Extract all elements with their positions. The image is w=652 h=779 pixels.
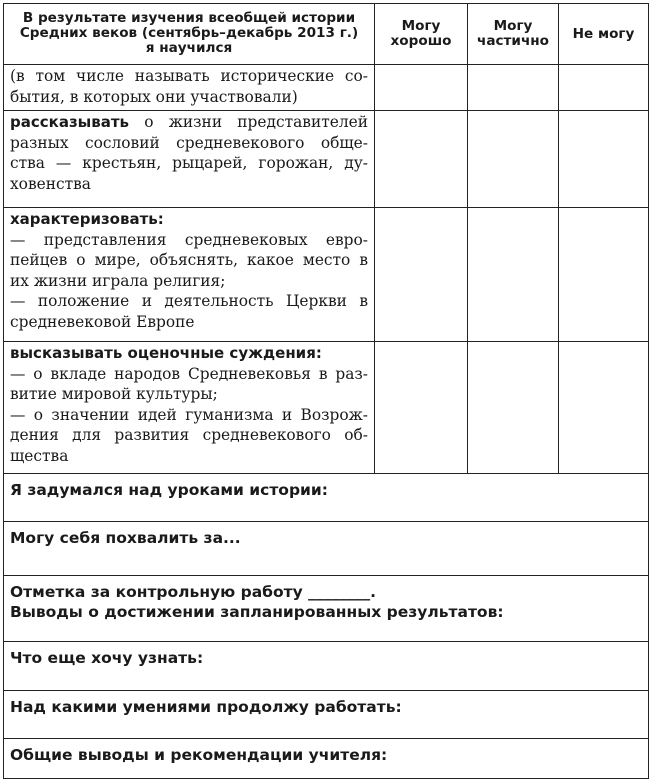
skill-line: разных сословий средневекового обще-	[10, 133, 368, 152]
reflection-field[interactable]	[4, 522, 649, 576]
header-can-partially-line-2: частично	[476, 33, 550, 49]
header-learned-line-1: В результате изучения всеобщей истории	[22, 10, 356, 26]
reflection-prompt: Общие выводы и рекомендации учителя:	[10, 746, 388, 764]
skill-verb: характеризовать:	[10, 210, 164, 228]
header-can-partially	[468, 4, 559, 65]
reflection-prompt: Я задумался над уроками истории:	[10, 481, 328, 499]
mark-cell-partially[interactable]	[468, 111, 559, 208]
skill-line: щества	[10, 446, 69, 465]
header-can-well-line-1: Могу	[401, 18, 441, 34]
mark-cell-cannot[interactable]	[559, 342, 649, 474]
skill-verb: высказывать оценочные суждения:	[10, 344, 322, 362]
skill-line: — о вкладе народов Средневековья в раз-	[10, 364, 368, 383]
mark-cell-cannot[interactable]	[559, 208, 649, 342]
reflection-prompt: Отметка за контрольную работу ________.	[10, 583, 376, 601]
skill-line: их жизни играла религия;	[10, 271, 226, 290]
reflection-field[interactable]	[4, 691, 649, 739]
header-learned-line-2: Средних веков (сентябрь–декабрь 2013 г.)	[19, 25, 359, 41]
skill-line: ства — крестьян, рыцарей, горожан, ду-	[10, 154, 368, 172]
reflection-row	[4, 522, 649, 576]
reflection-row	[4, 576, 649, 642]
reflection-field[interactable]	[4, 576, 649, 642]
header-learned	[4, 4, 375, 65]
skill-line: пейцев о мире, объяснять, какое место в	[10, 251, 368, 269]
reflection-row	[4, 739, 649, 779]
reflection-field[interactable]	[4, 474, 649, 522]
skill-description	[4, 342, 375, 474]
header-cannot	[559, 4, 649, 65]
header-can-well	[375, 4, 468, 65]
skill-line: — о значении идей гуманизма и Возрож-	[10, 405, 368, 424]
skill-line: — положение и деятельность Церкви в	[10, 292, 368, 310]
reflection-field[interactable]	[4, 739, 649, 779]
header-learned-line-3: я научился	[145, 40, 233, 56]
reflection-field[interactable]	[4, 642, 649, 691]
reflection-prompt: Могу себя похвалить за...	[10, 529, 241, 547]
mark-cell-well[interactable]	[375, 111, 468, 208]
reflection-row	[4, 642, 649, 691]
reflection-row	[4, 691, 649, 739]
reflection-prompt: Что еще хочу узнать:	[10, 649, 204, 667]
skill-row	[4, 65, 649, 111]
reflection-prompt: Выводы о достижении запланированных результатов:	[10, 603, 504, 621]
skill-line: средневековой Европе	[10, 312, 195, 331]
skill-row	[4, 208, 649, 342]
mark-cell-well[interactable]	[375, 208, 468, 342]
skill-line-rest: о жизни представителей	[129, 113, 368, 131]
header-cannot-label: Не могу	[572, 25, 635, 42]
reflection-row	[4, 474, 649, 522]
skill-line: ховенства	[10, 174, 91, 193]
skill-line	[10, 112, 368, 133]
skill-line: — представления средневековых евро-	[10, 230, 368, 249]
skill-line: дения для развития средневекового об-	[10, 426, 368, 444]
skill-line: бытия, в которых они участвовали)	[10, 87, 298, 106]
skill-line: витие мировой культуры;	[10, 385, 218, 403]
reflection-prompt: Над какими умениями продолжу работать:	[10, 698, 402, 716]
skill-row	[4, 111, 649, 208]
skill-description	[4, 111, 375, 208]
self-assessment-table	[3, 3, 649, 779]
mark-cell-well[interactable]	[375, 342, 468, 474]
header-can-partially-line-1: Могу	[493, 18, 533, 34]
mark-cell-cannot[interactable]	[559, 111, 649, 208]
skill-description	[4, 65, 375, 111]
mark-cell-partially[interactable]	[468, 208, 559, 342]
mark-cell-partially[interactable]	[468, 342, 559, 474]
header-row	[4, 4, 649, 65]
skill-line: (в том числе называть исторические со-	[10, 67, 368, 85]
mark-cell-well[interactable]	[375, 65, 468, 111]
skill-verb: рассказывать	[10, 113, 130, 131]
skill-row	[4, 342, 649, 474]
mark-cell-cannot[interactable]	[559, 65, 649, 111]
skill-description	[4, 208, 375, 342]
mark-cell-partially[interactable]	[468, 65, 559, 111]
header-can-well-line-2: хорошо	[390, 33, 452, 49]
